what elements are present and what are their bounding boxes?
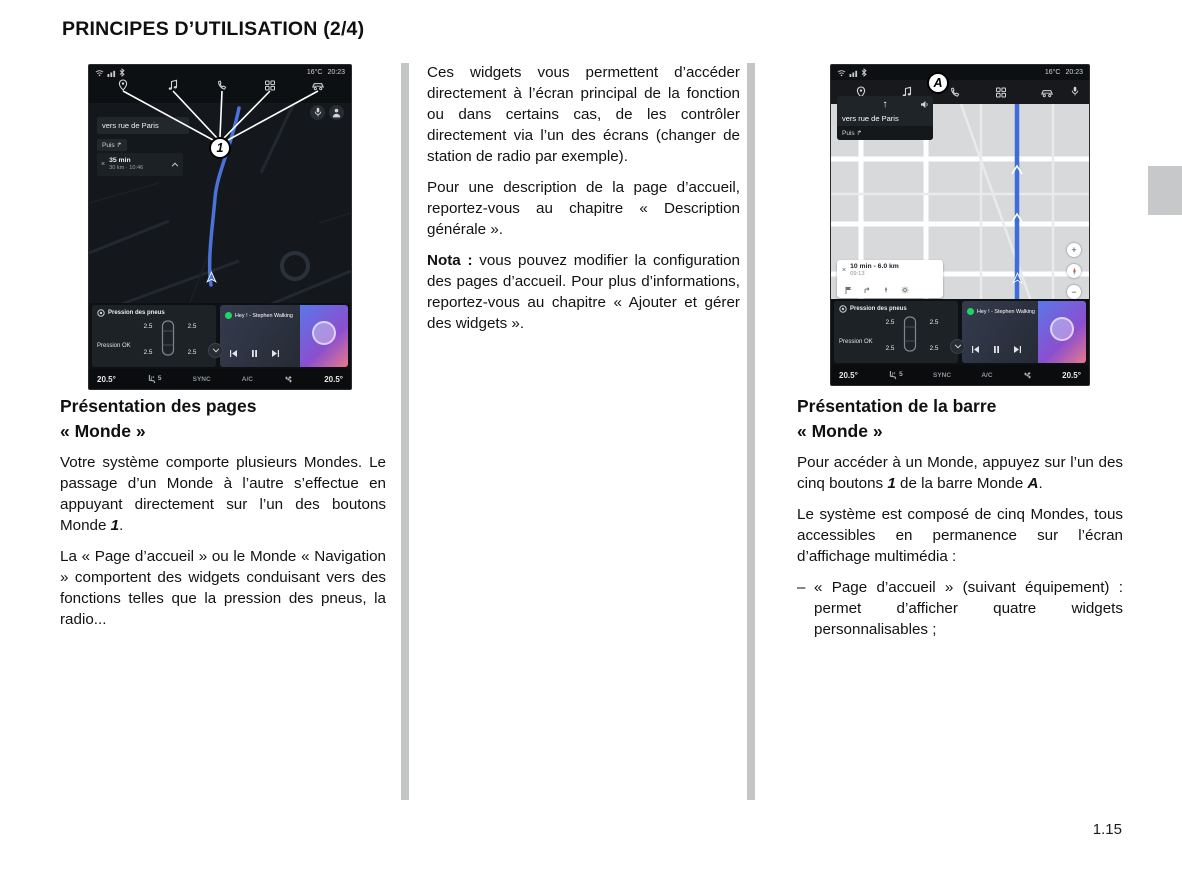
- tyre-value-front-left: 2.5: [885, 319, 895, 326]
- body-paragraph: La « Page d’accueil » ou le Monde « Navigation » comportent des widgets conduisant vers des fonctions telles que la pression des pneus, la radio...: [60, 548, 386, 628]
- previous-track-icon: [971, 345, 980, 354]
- eta-arrival: 09:13: [850, 271, 865, 278]
- callout-A: A: [927, 72, 949, 94]
- eta-distance: 30 km · 10:46: [109, 165, 144, 172]
- eta-time: 35 min: [109, 157, 131, 165]
- car-top-view-icon: [902, 315, 918, 353]
- bluetooth-icon: [861, 64, 867, 82]
- screenshot-barre-monde: [830, 64, 1090, 386]
- speaker-icon: [920, 100, 929, 109]
- tyre-pressure-widget: [834, 301, 958, 363]
- next-track-icon: [1013, 345, 1022, 354]
- pause-icon: [993, 345, 1000, 354]
- turn-arrow-icon: ↱: [116, 142, 122, 149]
- seat-heat-control: [888, 370, 903, 380]
- widget-row: [831, 299, 1089, 365]
- sync-label: SYNC: [192, 375, 211, 383]
- route-options-icon: [863, 281, 871, 299]
- close-icon: ×: [842, 267, 847, 275]
- media-track-title: Hey ! - Stephen Walking: [977, 308, 1035, 315]
- tyre-icon: [97, 309, 105, 317]
- screenshot-pages-monde: [88, 64, 352, 390]
- vehicle-position-icon: [205, 271, 218, 284]
- status-temperature: 16°C: [306, 69, 323, 76]
- destination-label: vers rue de Paris: [97, 117, 189, 134]
- body-paragraph: Le système est composé de cinq Mondes, tous accessibles en permanence sur l’écran d’affichage multimédia :: [797, 506, 1123, 565]
- page-title: PRINCIPES D’UTILISATION (2/4): [62, 18, 365, 40]
- driver-temperature: 20.5°: [97, 374, 116, 384]
- body-paragraph: Pour une description de la page d’accueil, reportez-vous au chapitre « Description générale ».: [427, 179, 740, 238]
- callout-reference-1: 1: [887, 475, 896, 492]
- apps-world-icon: [996, 87, 1007, 98]
- tyre-icon: [839, 305, 847, 313]
- next-track-icon: [271, 349, 280, 358]
- seat-heat-level: 5: [899, 370, 903, 378]
- chapter-edge-tab: [1148, 166, 1182, 215]
- next-maneuver-label: Puis ↱: [97, 139, 127, 151]
- seat-heat-icon: [147, 374, 156, 384]
- bullet-dash: –: [797, 579, 806, 596]
- media-app-icon: [967, 308, 974, 315]
- tyre-status: Pression OK: [97, 343, 131, 349]
- phone-world-icon: [950, 87, 961, 98]
- seat-heat-icon: [888, 370, 897, 380]
- status-icons: [837, 64, 867, 82]
- bullet-item: – « Page d’accueil » (suivant équipement) : permet d’afficher quatre widgets personnalisables ;: [797, 579, 1123, 638]
- previous-track-icon: [229, 349, 238, 358]
- driver-temperature: 20.5°: [839, 370, 858, 380]
- media-track-title: Hey ! - Stephen Walking: [235, 312, 293, 319]
- tyre-status: Pression OK: [839, 339, 873, 345]
- vehicle-world-icon: [1041, 88, 1054, 98]
- media-widget: [962, 301, 1086, 363]
- album-art: [300, 305, 348, 367]
- tyre-value-front-right: 2.5: [187, 323, 197, 330]
- body-paragraph: Ces widgets vous permettent d’accéder directement à l’écran principal de la fonction ou dans certains cas, de les contrôler directement via l’un des écrans (changer de station de radio par exemple).: [427, 64, 740, 165]
- body-paragraph: Votre système comporte plusieurs Mondes. Le passage d’un Monde à l’autre s’effectue en appuyant directement sur l’un des boutons Monde 1.: [60, 454, 386, 534]
- sync-label: SYNC: [933, 371, 952, 379]
- middle-column: [427, 62, 740, 344]
- tyre-value-rear-right: 2.5: [929, 345, 939, 352]
- status-clock: 20:23: [1065, 69, 1083, 76]
- callout-reference-1: 1: [110, 517, 120, 534]
- right-column: [797, 452, 1123, 640]
- zoom-in-button: +: [1067, 243, 1081, 257]
- body-paragraph: Pour accéder à un Monde, appuyez sur l’un des cinq boutons 1 de la barre Monde A.: [797, 454, 1123, 492]
- ac-label: A/C: [241, 375, 253, 383]
- section-heading-barre-monde: Présentation de la barre « Monde »: [797, 396, 997, 441]
- callout-reference-A: A: [1027, 475, 1039, 492]
- lane-arrow-icon: ↑: [882, 99, 888, 110]
- flag-icon: [845, 281, 852, 299]
- climate-bar: [831, 365, 1089, 385]
- passenger-temperature: 20.5°: [324, 374, 343, 384]
- eta-time-distance: 10 min - 6.0 km: [850, 263, 899, 270]
- eta-card: [837, 260, 943, 298]
- seat-heat-level: 5: [157, 374, 162, 382]
- tyre-pressure-widget: [92, 305, 216, 367]
- compass-icon: [882, 281, 890, 299]
- car-top-view-icon: [160, 319, 176, 357]
- signal-icon: [849, 64, 858, 82]
- fan-icon: [284, 375, 293, 384]
- callout-1: 1: [209, 137, 231, 159]
- wifi-icon: [837, 64, 846, 82]
- nota-label: Nota :: [427, 252, 473, 269]
- tyre-value-rear-left: 2.5: [143, 349, 153, 356]
- album-art: [1038, 301, 1086, 363]
- climate-bar: [89, 369, 351, 389]
- next-maneuver-label: Puis ↱: [837, 126, 933, 140]
- status-bar: [831, 65, 1089, 80]
- section-heading-pages-monde: Présentation des pages « Monde »: [60, 396, 257, 441]
- pause-icon: [251, 349, 258, 358]
- settings-gear-icon: [901, 281, 909, 299]
- page-number: 1.15: [1092, 821, 1122, 838]
- widget-row: [89, 303, 351, 369]
- compass-icon: [1067, 264, 1081, 278]
- body-paragraph: Nota : vous pouvez modifier la configuration des pages d’accueil. Pour plus d’informations, reportez-vous au chapitre « Ajouter et gérer des widgets ».: [427, 252, 740, 332]
- tyre-widget-title: Pression des pneus: [108, 310, 165, 316]
- mic-icon: [1071, 86, 1079, 97]
- seat-heat-control: [147, 374, 162, 384]
- media-widget: [220, 305, 348, 367]
- status-clock: 20:23: [327, 69, 345, 76]
- tyre-value-rear-left: 2.5: [885, 345, 895, 352]
- fan-icon: [1023, 371, 1032, 380]
- close-icon: ×: [101, 161, 106, 168]
- tyre-value-front-left: 2.5: [143, 323, 153, 330]
- tyre-widget-title: Pression des pneus: [850, 306, 907, 312]
- chevron-down-icon: [950, 339, 965, 354]
- tyre-value-front-right: 2.5: [929, 319, 939, 326]
- zoom-out-button: −: [1067, 285, 1081, 299]
- column-divider-left: [401, 63, 409, 800]
- chevron-down-icon: [208, 343, 223, 358]
- turn-arrow-icon: ↱: [856, 130, 862, 137]
- destination-label: vers rue de Paris: [842, 114, 899, 123]
- passenger-temperature: 20.5°: [1062, 370, 1081, 380]
- left-column: [60, 452, 386, 640]
- vehicle-position-icon: [1011, 272, 1024, 285]
- column-divider-right: [747, 63, 755, 800]
- media-app-icon: [225, 312, 232, 319]
- tyre-value-rear-right: 2.5: [187, 349, 197, 356]
- ac-label: A/C: [981, 371, 993, 379]
- status-temperature: 16°C: [1044, 69, 1061, 76]
- destination-panel: [837, 96, 933, 140]
